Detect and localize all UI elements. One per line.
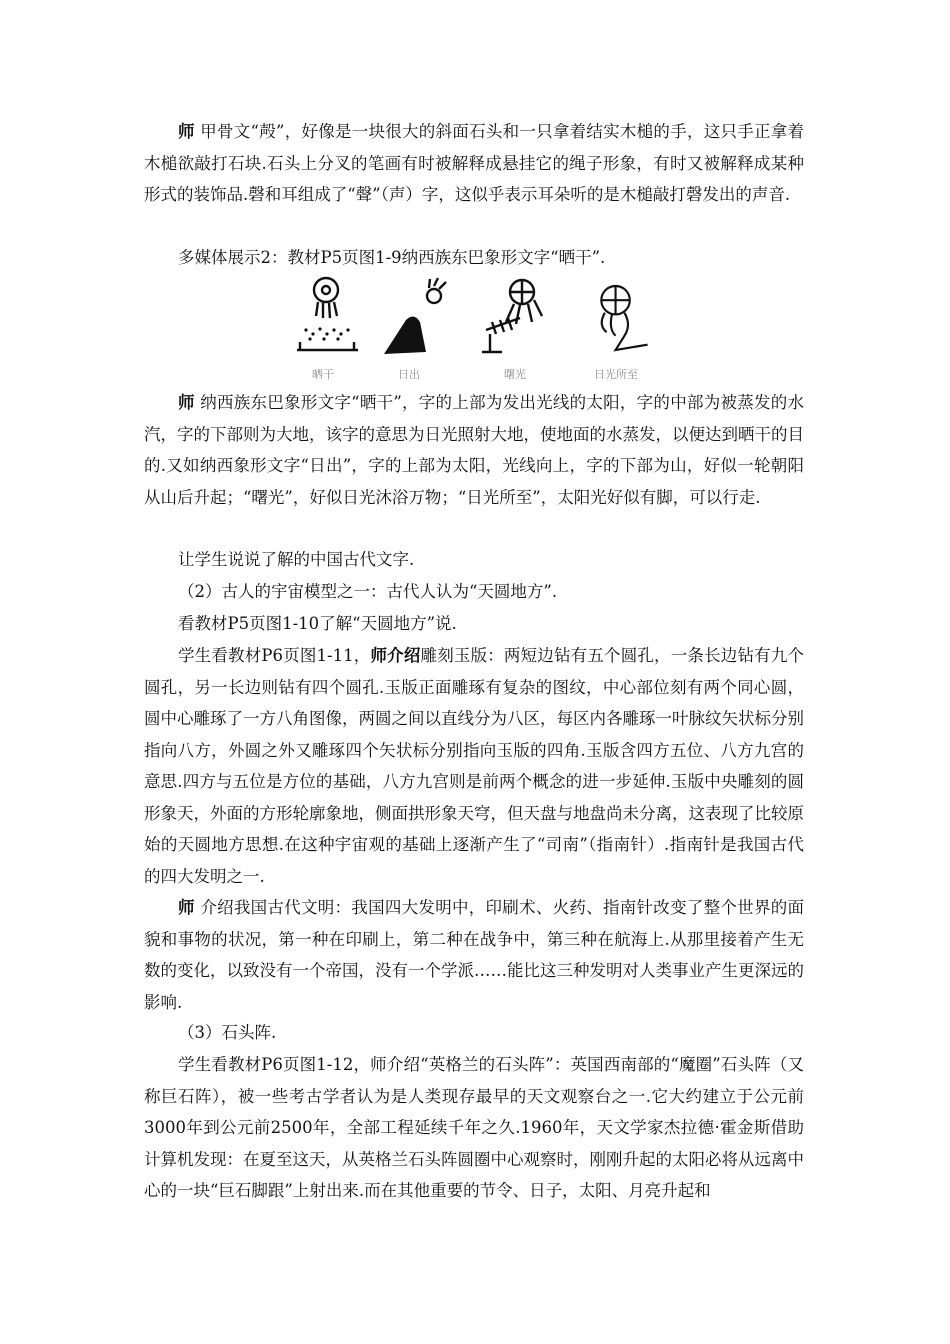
paragraph-text: 雕刻玉版：两短边钻有五个圆孔，一条长边钻有九个圆孔，另一长边则钻有四个圆孔.玉版正面雕琢有复杂的图纹，中心部位刻有两个同心圆，圆中心雕琢了一方八角图像，两圆之间以直线分为八区，每区内各雕琢一叶脉纹矢状标分别指向八方，外圆之外又雕琢四个矢状标分别指向玉版的四角.玉版含四方五位、八方九宫的意思.四方与五位是方位的基础，八方九宫则是前两个概念的进一步延伸.玉版中央雕刻的圆形象天，外面的方形轮廓象地，侧面拱形象天穹，但天盘与地盘尚未分离，这表现了比较原始的天圆地方思想.在这种宇宙观的基础上逐渐产生了“司南”（指南针）.指南针是我国古代的四大发明之一. (144, 646, 805, 886)
paragraph-teacher-inventions (144, 892, 804, 1018)
dawn-glyph-icon (476, 272, 556, 364)
paragraph-textbook-fig-1-10 (144, 608, 804, 640)
sun-drying-glyph-icon (288, 272, 368, 364)
paragraph-text: （3）石头阵. (178, 1023, 277, 1042)
paragraph-text: 介绍我国古代文明：我国四大发明中，印刷术、火药、指南针改变了整个世界的面貌和事物的状况，第一种在印刷上，第二种在战争中，第三种在航海上.从那里接着产生无数的变化，以致没有一个帝国，没有一个学派……能比这三种发明对人类事业产生更深远的影响. (144, 898, 805, 1012)
bold-label: 师介绍 (370, 646, 421, 665)
section-heading-stonehenge (144, 1017, 804, 1049)
section-heading-cosmos-model (144, 576, 804, 608)
naxi-pictograph-figure (288, 272, 668, 384)
paragraph-multimedia (144, 242, 804, 274)
figure-caption: 曙光 (504, 368, 526, 381)
paragraph-text: 多媒体展示2：教材P5页图1-9纳西族东巴象形文字“晒干”. (178, 248, 606, 267)
paragraph-teacher-naxi (144, 387, 804, 513)
paragraph-teacher-oracle-bone (144, 116, 804, 211)
paragraph-text: （2）古人的宇宙模型之一：古代人认为“天圆地方”. (178, 582, 558, 601)
paragraph-text: 学生看教材P6页图1-12，师介绍“英格兰的石头阵”：英国西南部的“魔圈”石头阵（又称巨石阵），被一些考古学者认为是人类现存最早的天文观察台之一.它大约建立于公元前3000年到公元前2500年，全部工程延续千年之久.1960年，天文学家杰拉德·霍金斯借助计算机发现：在夏至这天，从英格兰石头阵圆圈中心观察时，刚刚升起的太阳必将从远离中心的一块“巨石脚跟”上射出来.而在其他重要的节令、日子，太阳、月亮升起和 (144, 1055, 804, 1200)
paragraph-text: 让学生说说了解的中国古代文字. (178, 550, 415, 569)
paragraph-text: 看教材P5页图1-10了解“天圆地方”说. (178, 614, 457, 633)
paragraph-text: 学生看教材P6页图1-11， (178, 646, 371, 665)
paragraph-stonehenge (144, 1049, 804, 1207)
speaker-label: 师 (178, 393, 195, 412)
paragraph-jade-tablet (144, 640, 804, 892)
speaker-label: 师 (178, 898, 195, 917)
figure-caption: 日出 (398, 368, 420, 381)
figure-caption: 日光所至 (594, 368, 638, 381)
sunlight-reaching-glyph-icon (580, 272, 660, 364)
speaker-label: 师 (178, 122, 195, 141)
paragraph-text: 纳西族东巴象形文字“晒干”，字的上部为发出光线的太阳，字的中部为被蒸发的水汽，字的下部则为大地，该字的意思为日光照射大地，使地面的水蒸发，以便达到晒干的目的.又如纳西象形文字“日出”，字的上部为太阳，光线向上，字的下部为山，好似一轮朝阳从山后升起；“曙光”，好似日光沐浴万物；“日光所至”，太阳光好似有脚，可以行走. (144, 393, 805, 507)
sunrise-glyph-icon (376, 272, 456, 364)
paragraph-text: 甲骨文“殸”，好像是一块很大的斜面石头和一只拿着结实木槌的手，这只手正拿着木槌欲敲打石块.石头上分叉的笔画有时被解释成悬挂它的绳子形象，有时又被解释成某种形式的装饰品.磬和耳组成了“聲”（声）字，这似乎表示耳朵听的是木槌敲打磬发出的声音. (144, 122, 805, 204)
paragraph-students-speak (144, 544, 804, 576)
figure-caption: 晒干 (312, 368, 334, 381)
